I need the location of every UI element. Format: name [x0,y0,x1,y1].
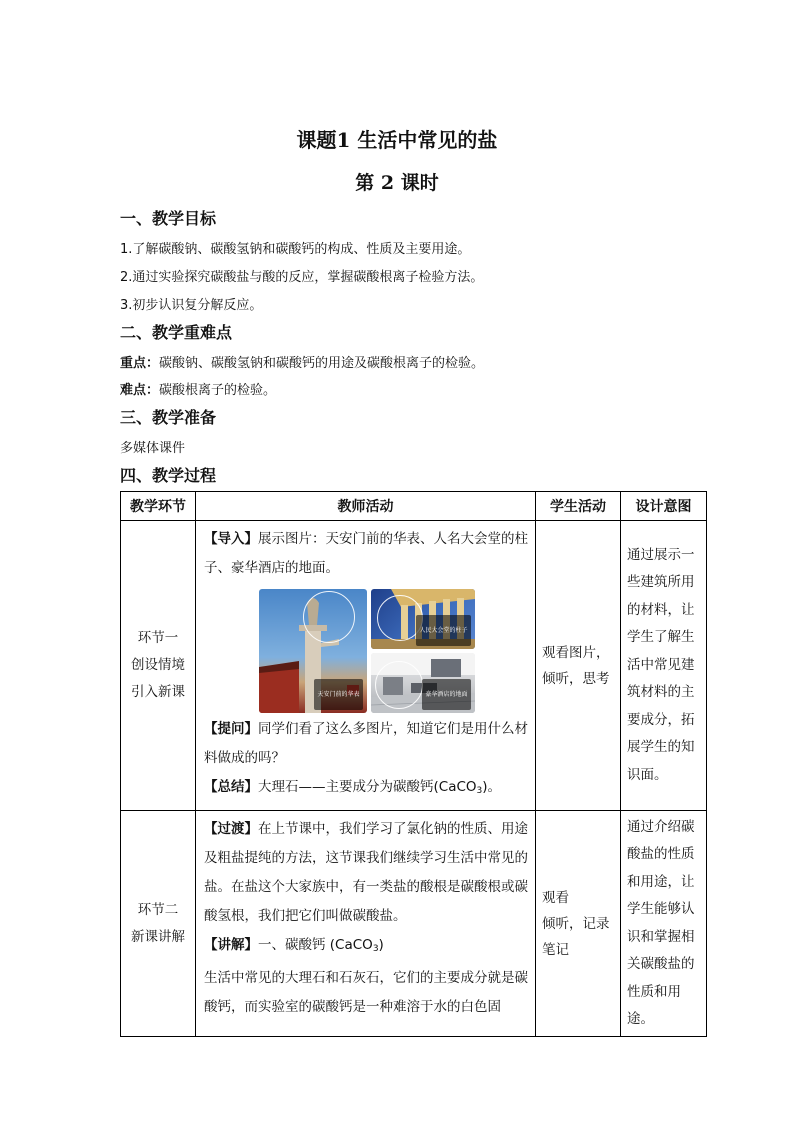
lecture-tag: 【讲解】 [204,937,258,953]
preparation-text: 多媒体课件 [120,441,186,456]
chem-subscript: 3 [476,786,483,796]
transition-tag: 【过渡】 [204,821,258,837]
stage-line: 环节一 [137,630,179,646]
building-photo-collage [259,589,475,713]
section-heading-process: 四、教学过程 [120,466,217,485]
chem-subscript: 3 [372,944,379,954]
photo-caption: 豪华酒店的地面 [422,679,470,710]
difficult-point-label: 难点： [120,383,160,398]
question-text: 同学们看了这么多图片，知道它们是用什么材料做成的吗？ [204,721,528,766]
question-tag: 【提问】 [204,721,258,737]
lecture-title: 一、碳酸钙 (CaCO [258,937,373,953]
summary-text-end: )。 [482,779,502,795]
stage-cell [121,811,196,1037]
design-intent-cell: 通过介绍碳酸盐的性质和用途，让学生能够认识和掌握相关碳酸盐的性质和用途。 [621,811,707,1037]
objective-item: 1.了解碳酸钠、碳酸氢钠和碳酸钙的构成、性质及主要用途。 [120,242,471,257]
difficult-point-text: 碳酸根离子的检验。 [159,383,277,398]
student-activity-line: 倾听，思考 [542,670,610,687]
intro-text: 展示图片：天安门前的华表、人名大会堂的柱子、豪华酒店的地面。 [204,531,528,576]
key-point-label: 重点： [120,356,160,371]
question-paragraph [204,715,529,773]
header-student-activity: 学生活动 [536,492,621,521]
summary-tag: 【总结】 [204,779,258,795]
transition-paragraph [204,815,529,931]
objective-item: 2.通过实验探究碳酸盐与酸的反应，掌握碳酸根离子检验方法。 [120,270,484,285]
summary-text: 大理石——主要成分为碳酸钙(CaCO [258,779,477,795]
table-row [121,521,707,811]
stage-line: 新课讲解 [131,928,185,945]
key-point-text: 碳酸钠、碳酸氢钠和碳酸钙的用途及碳酸根离子的检验。 [159,356,485,371]
intro-paragraph [204,525,529,583]
lecture-title-end: ) [378,937,384,953]
page-title: 课题1 生活中常见的盐 [296,128,498,152]
student-activity-cell [536,811,621,1037]
student-activity-line: 倾听，记录 [542,915,610,932]
header-stage: 教学环节 [121,492,196,521]
objective-item: 3.初步认识复分解反应。 [120,298,263,313]
page-subtitle: 第 2 课时 [355,172,439,194]
stage-line: 引入新课 [131,684,185,700]
student-activity-cell [536,521,621,811]
section-heading-preparation: 三、教学准备 [120,408,217,427]
huabiao-photo [259,589,367,713]
table-row [121,811,707,1037]
great-hall-photo [371,589,475,649]
transition-text: 在上节课中，我们学习了氯化钠的性质、用途及粗盐提纯的方法，这节课我们继续学习生活中常见的盐。在盐这个大家族中，有一类盐的酸根是碳酸根或碳酸氢根，我们把它们叫做碳酸盐。 [204,821,528,924]
lecture-paragraph [204,931,529,964]
section-heading-objectives: 一、教学目标 [120,209,217,228]
header-teacher-activity: 教师活动 [196,492,536,521]
intro-tag: 【导入】 [204,531,258,547]
teacher-activity-cell [196,521,536,811]
photo-caption: 天安门前的华表 [314,679,362,710]
stage-line: 创设情境 [131,657,185,673]
difficult-point-line [120,379,276,398]
student-activity-line: 观看图片， [542,644,610,661]
hotel-floor-photo [371,653,475,713]
lecture-text: 生活中常见的大理石和石灰石，它们的主要成分就是碳酸钙，而实验室的碳酸钙是一种难溶于水的白色固 [204,970,528,1015]
section-heading-key-points: 二、教学重难点 [120,323,233,342]
teaching-process-table [120,491,707,1037]
header-design-intent: 设计意图 [621,492,707,521]
summary-paragraph [204,773,529,806]
student-activity-line: 观看 [542,889,569,906]
student-activity-line: 笔记 [542,941,569,958]
photo-caption: 人民大会堂的柱子 [416,615,470,646]
stage-cell [121,521,196,811]
design-intent-cell: 通过展示一些建筑所用的材料，让学生了解生活中常见建筑材料的主要成分，拓展学生的知识面。 [621,521,707,811]
stage-line: 环节二 [137,901,179,918]
teacher-activity-cell [196,811,536,1037]
key-point-line [120,352,484,371]
table-header-row [121,492,707,521]
